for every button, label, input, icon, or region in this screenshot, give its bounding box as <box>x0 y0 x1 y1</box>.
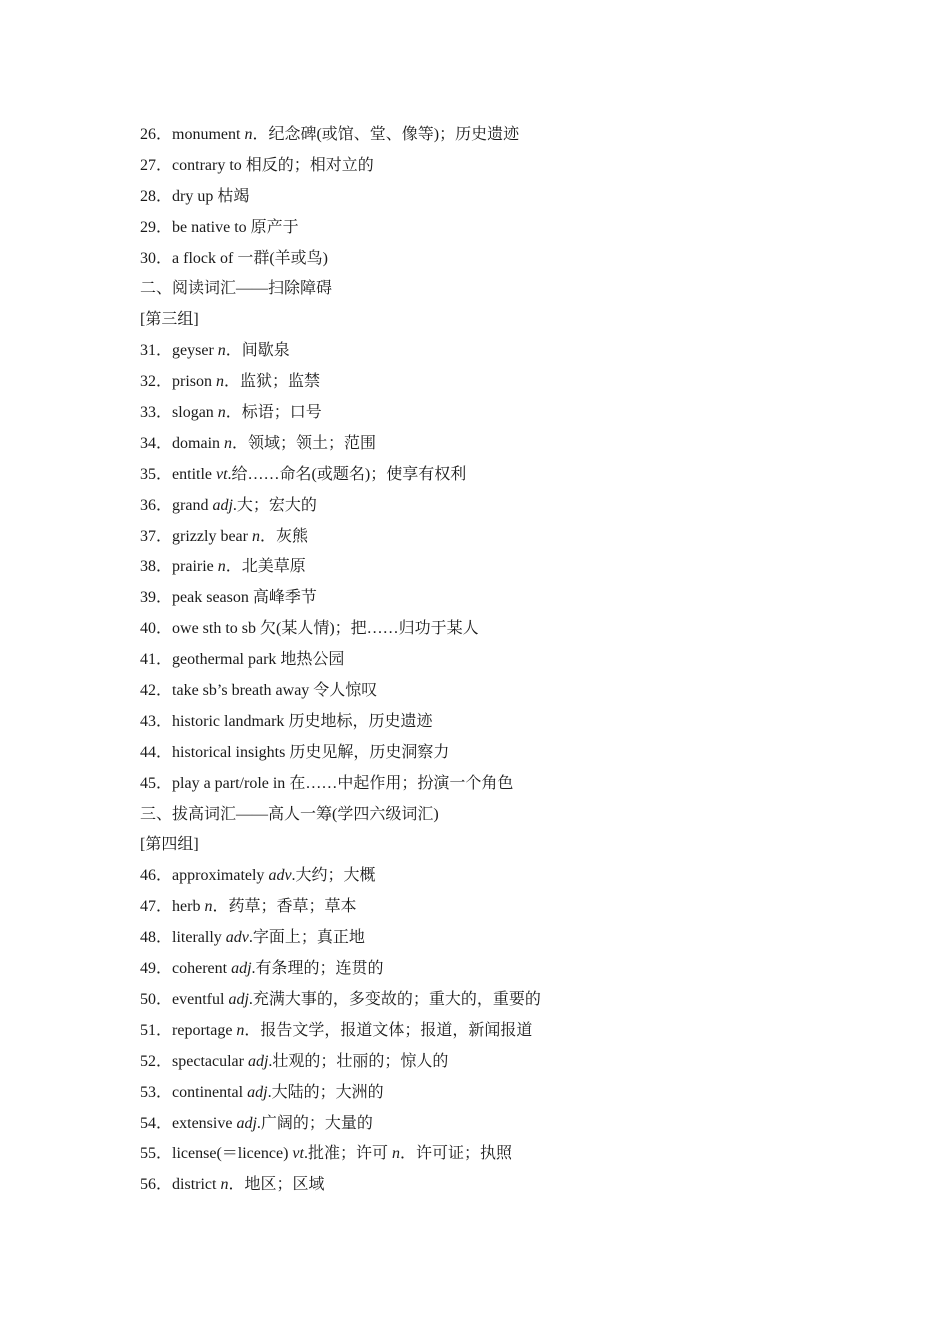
entry-number: 31． <box>140 342 173 360</box>
entry-part-of-speech: adj <box>236 1114 257 1132</box>
entry-number: 45． <box>140 774 173 792</box>
entry-term: entitle <box>172 465 216 483</box>
entry-term: a flock of <box>172 249 238 267</box>
vocab-entry <box>140 367 840 398</box>
vocab-entry <box>140 491 840 522</box>
entry-definition: .大；宏大的 <box>232 496 317 514</box>
entry-term: literally <box>172 929 226 947</box>
vocab-entry <box>140 522 840 553</box>
entry-term: grizzly bear <box>172 527 252 545</box>
entry-part-of-speech: adj <box>247 1052 269 1070</box>
entry-part-of-speech-2: n <box>391 1145 400 1163</box>
entry-number: 32． <box>140 373 173 391</box>
entry-definition: 历史见解，历史洞察力 <box>289 743 450 761</box>
entry-number: 37． <box>140 527 173 545</box>
vocab-entry <box>140 1170 840 1201</box>
entry-part-of-speech: n <box>236 1021 245 1039</box>
entry-term: owe sth to sb <box>172 620 261 638</box>
vocab-entry <box>140 614 840 645</box>
entry-term: approximately <box>172 867 269 885</box>
section-heading-reading-vocabulary: 二、阅读词汇——扫除障碍 <box>140 280 333 298</box>
entry-number: 36． <box>140 496 173 514</box>
entry-definition: ．灰熊 <box>259 527 308 545</box>
vocab-entry <box>140 1109 840 1140</box>
entry-number: 39． <box>140 589 173 607</box>
entry-term: herb <box>172 898 205 916</box>
vocabulary-page <box>140 120 840 1201</box>
entry-definition: .大陆的；大洲的 <box>267 1083 384 1101</box>
entry-number: 27． <box>140 156 173 174</box>
vocab-entry <box>140 120 840 151</box>
entry-part-of-speech: adv <box>268 867 292 885</box>
entry-number: 34． <box>140 434 173 452</box>
entry-definition: .充满大事的，多变故的；重大的，重要的 <box>248 990 541 1008</box>
entry-term: dry up <box>172 187 218 205</box>
entry-term: prairie <box>172 558 218 576</box>
vocab-entry <box>140 738 840 769</box>
entry-part-of-speech: vt <box>216 465 228 483</box>
vocab-entry <box>140 1078 840 1109</box>
entry-definition: ．纪念碑(或馆、堂、像等)；历史遗迹 <box>252 126 520 143</box>
entry-number: 47． <box>140 898 173 916</box>
entry-number: 48． <box>140 929 173 947</box>
entry-term: historic landmark <box>172 712 289 730</box>
vocab-entry <box>140 244 840 275</box>
entry-definition: 令人惊叹 <box>313 682 378 700</box>
entry-number: 44． <box>140 743 173 761</box>
vocab-entry <box>140 1016 840 1047</box>
entry-part-of-speech: n <box>251 527 260 545</box>
vocab-entry <box>140 1047 840 1078</box>
entry-definition: .壮观的；壮丽的；惊人的 <box>268 1052 449 1070</box>
entry-part-of-speech: n <box>216 373 225 391</box>
entry-part-of-speech: adv <box>225 929 249 947</box>
entry-number: 52． <box>140 1052 173 1070</box>
entry-definition-2: ．许可证；执照 <box>399 1145 512 1163</box>
vocab-entry <box>140 151 840 182</box>
vocab-entry <box>140 645 840 676</box>
entry-definition: 欠(某人情)；把……归功于某人 <box>260 620 479 638</box>
entry-definition: 地热公园 <box>280 651 345 669</box>
entry-term: prison <box>172 373 217 391</box>
entry-definition: ．药草；香草；草本 <box>212 898 357 916</box>
entry-term: district <box>172 1176 221 1194</box>
entry-definition: ．报告文学，报道文体；报道，新闻报道 <box>244 1021 533 1039</box>
entry-part-of-speech: n <box>217 558 226 576</box>
entry-term: geothermal park <box>172 651 281 669</box>
entry-definition: ．北美草原 <box>225 558 306 576</box>
vocab-entry <box>140 861 840 892</box>
entry-term: spectacular <box>172 1052 248 1070</box>
entry-part-of-speech: n <box>224 434 233 452</box>
entry-definition: 在……中起作用；扮演一个角色 <box>289 774 514 792</box>
vocab-entry <box>140 954 840 985</box>
entry-number: 40． <box>140 620 173 638</box>
entry-number: 26． <box>140 126 173 143</box>
entry-term: reportage <box>172 1021 237 1039</box>
entry-number: 30． <box>140 249 173 267</box>
entry-part-of-speech: n <box>217 404 226 422</box>
entry-term: peak season <box>172 589 253 607</box>
entry-term: coherent <box>172 960 232 978</box>
entry-number: 28． <box>140 187 173 205</box>
vocab-entry <box>140 213 840 244</box>
vocab-entry <box>140 985 840 1016</box>
vocab-entry <box>140 460 840 491</box>
entry-part-of-speech: vt <box>292 1145 304 1163</box>
group-label-4: [第四组] <box>140 836 199 854</box>
entry-term: grand <box>172 496 213 514</box>
entry-number: 35． <box>140 465 173 483</box>
entry-definition: 一群(羊或鸟) <box>237 249 328 267</box>
entry-part-of-speech: adj <box>212 496 233 514</box>
entry-term: continental <box>172 1083 248 1101</box>
entry-term: geyser <box>172 342 218 360</box>
vocab-entry <box>140 892 840 923</box>
entry-definition: 枯竭 <box>217 187 250 205</box>
entry-part-of-speech: adj <box>247 1083 268 1101</box>
entry-part-of-speech: n <box>244 126 253 143</box>
group-label-3: [第三组] <box>140 311 199 329</box>
entry-part-of-speech: n <box>204 898 213 916</box>
entry-definition: ．标语；口号 <box>225 404 322 422</box>
entry-number: 54． <box>140 1114 173 1132</box>
entry-term: eventful <box>172 990 229 1008</box>
entry-number: 53． <box>140 1083 173 1101</box>
section-heading-advanced-vocabulary: 三、拔高词汇——高人一筹(学四六级词汇) <box>140 805 439 823</box>
entry-part-of-speech: n <box>217 342 226 360</box>
entry-definition: .批准；许可 <box>303 1145 392 1163</box>
vocab-entry <box>140 182 840 213</box>
vocab-entry <box>140 398 840 429</box>
entry-definition: 原产于 <box>250 218 299 236</box>
entry-definition: .广阔的；大量的 <box>256 1114 373 1132</box>
entry-definition: ．监狱；监禁 <box>224 373 321 391</box>
entry-part-of-speech: adj <box>231 960 252 978</box>
vocab-entry <box>140 676 840 707</box>
entry-number: 46． <box>140 867 173 885</box>
entry-definition: 高峰季节 <box>252 589 317 607</box>
entry-part-of-speech: adj <box>228 990 249 1008</box>
entry-number: 55． <box>140 1145 173 1163</box>
entry-number: 43． <box>140 712 173 730</box>
entry-number: 51． <box>140 1021 173 1039</box>
entry-number: 38． <box>140 558 173 576</box>
entry-term: be native to <box>172 218 251 236</box>
vocab-entry <box>140 1139 840 1170</box>
vocab-entry <box>140 707 840 738</box>
entry-term: slogan <box>172 404 218 422</box>
entry-definition: 相反的；相对立的 <box>245 156 374 174</box>
entry-term: license(＝licence) <box>172 1145 293 1163</box>
entry-definition: ．地区；区域 <box>228 1176 325 1194</box>
entry-number: 33． <box>140 404 173 422</box>
vocab-entry <box>140 923 840 954</box>
entry-definition: .字面上；真正地 <box>248 929 365 947</box>
entry-number: 42． <box>140 682 173 700</box>
entry-term: contrary to <box>172 156 246 174</box>
entry-number: 29． <box>140 218 173 236</box>
entry-definition: .给……命名(或题名)；使享有权利 <box>227 465 467 483</box>
entry-definition: 历史地标，历史遗迹 <box>288 712 433 730</box>
entry-term: domain <box>172 434 225 452</box>
entry-part-of-speech: n <box>220 1176 229 1194</box>
entry-term: extensive <box>172 1114 237 1132</box>
entry-term: take sb’s breath away <box>172 682 314 700</box>
entry-definition: .有条理的；连贯的 <box>251 960 384 978</box>
entry-number: 50． <box>140 990 173 1008</box>
entry-number: 56． <box>140 1176 173 1194</box>
entry-number: 49． <box>140 960 173 978</box>
vocab-entry <box>140 583 840 614</box>
entry-number: 41． <box>140 651 173 669</box>
entry-definition: ．领域；领土；范围 <box>232 434 377 452</box>
entry-definition: .大约；大概 <box>291 867 376 885</box>
entry-term: monument <box>172 126 245 143</box>
vocab-entry <box>140 552 840 583</box>
vocab-entry <box>140 429 840 460</box>
entry-term: historical insights <box>172 743 290 761</box>
vocab-entry <box>140 336 840 367</box>
vocab-entry <box>140 769 840 800</box>
entry-definition: ．间歇泉 <box>225 342 290 360</box>
entry-term: play a part/role in <box>172 774 290 792</box>
